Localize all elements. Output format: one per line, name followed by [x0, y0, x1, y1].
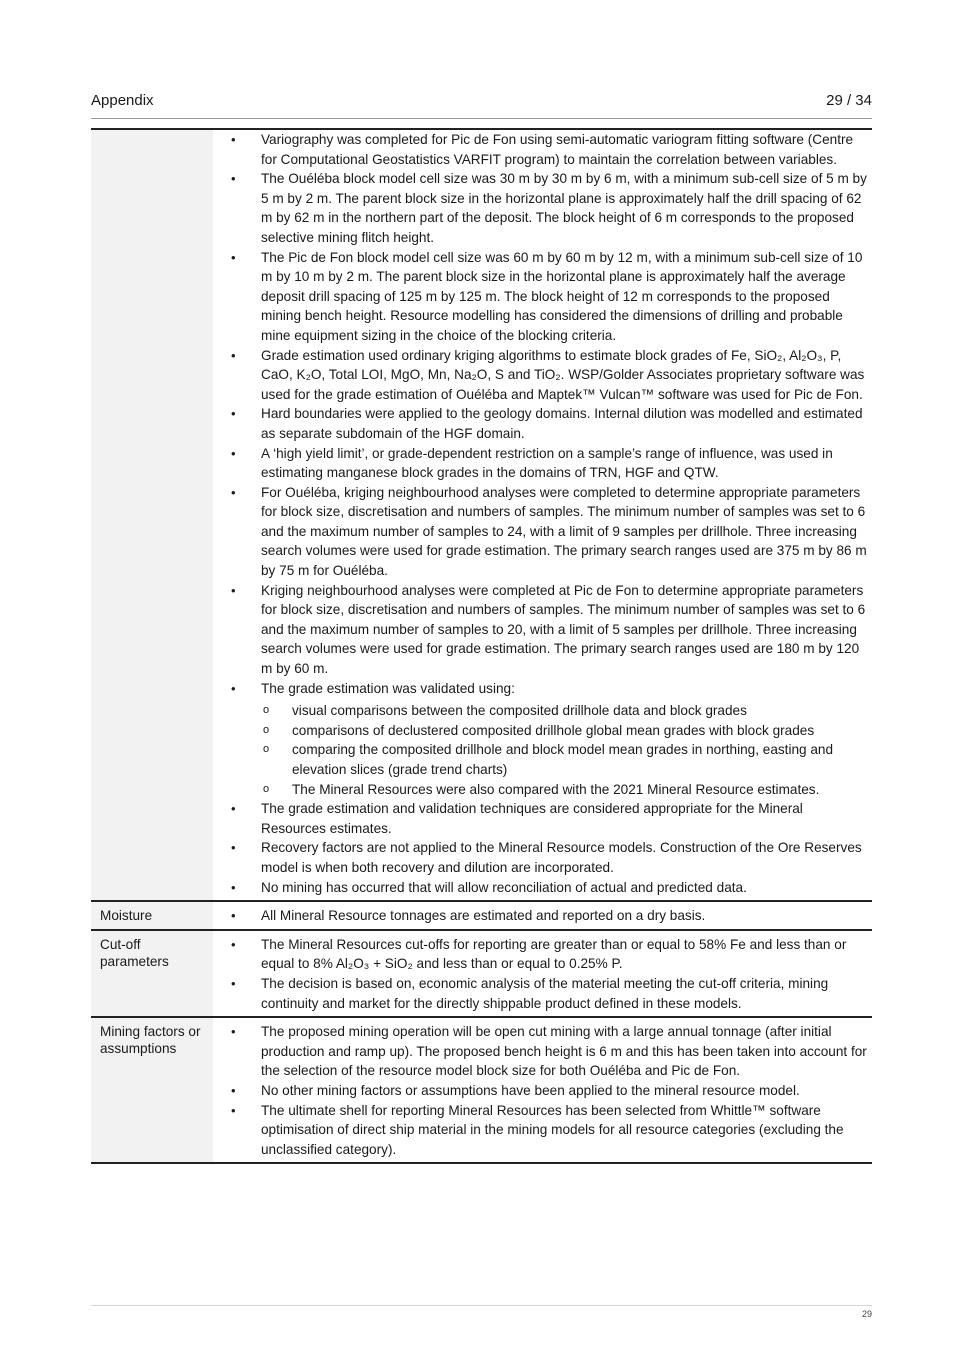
- list-item: • The Ouéléba block model cell size was 30 m by 30 m by 6 m, with a minimum sub-cell size of 5 m by 5 m by 2 m. The parent block size in the horizontal plane is approximately half the drill spacing of 62 m by 62 m in the northern part of the deposit. The block height of 6 m corresponds to the proposed selective mining flitch height.: [261, 169, 868, 247]
- list-item: • The grade estimation was validated using:: [261, 679, 868, 699]
- list-item: • All Mineral Resource tonnages are estimated and reported on a dry basis.: [261, 906, 868, 926]
- list-item: • For Ouéléba, kriging neighbourhood analyses were completed to determine appropriate parameters for block size, discretisation and numbers of samples. The minimum number of samples was set to 6 and the maximum number of samples to 24, with a limit of 9 samples per drillhole. Three increasing search volumes were used for grade estimation. The primary search ranges used are 375 m by 86 m by 75 m for Ouéléba.: [261, 483, 868, 581]
- sub-list-item: o comparing the composited drillhole and block model mean grades in northing, easting and elevation slices (grade trend charts): [292, 740, 872, 779]
- footer-page-number: 29: [861, 1309, 872, 1319]
- list-item: • Grade estimation used ordinary kriging algorithms to estimate block grades of Fe, SiO₂, Al₂O₃, P, CaO, K₂O, Total LOI, MgO, Mn, Na₂O, S and TiO₂. WSP/Golder Associates proprietary software was used for the grade estimation of Ouéléba and Maptek™ Vulcan™ software was used for Pic de Fon.: [261, 346, 868, 405]
- row-label: Cut-off parameters: [91, 930, 213, 1017]
- list-item: • The decision is based on, economic analysis of the material meeting the cut-off criteria, mining continuity and market for the directly shippable product defined in these models.: [261, 974, 868, 1013]
- sub-list-item: o The Mineral Resources were also compared with the 2021 Mineral Resource estimates.: [292, 780, 872, 800]
- table-row: [91, 1017, 872, 1163]
- criteria-table: [91, 128, 872, 1164]
- bullet-list: [213, 935, 872, 1016]
- row-label: [91, 129, 213, 901]
- list-item: • Kriging neighbourhood analyses were completed at Pic de Fon to determine appropriate parameters for block size, discretisation and numbers of samples. The minimum number of samples was set to 6 and the maximum number of samples to 20, with a limit of 5 samples per drillhole. Three increasing search volumes were used for grade estimation. The primary search ranges used are 180 m by 120 m by 60 m.: [261, 581, 868, 679]
- section-title: Appendix: [91, 92, 154, 109]
- sub-bullet-list: [213, 701, 872, 799]
- table-row: [91, 901, 872, 930]
- row-content: [213, 930, 872, 1017]
- list-item: • No other mining factors or assumptions have been applied to the mineral resource model.: [261, 1081, 868, 1101]
- row-label: Mining factors or assumptions: [91, 1017, 213, 1163]
- bullet-list: [213, 1022, 872, 1162]
- list-item: • Recovery factors are not applied to the Mineral Resource models. Construction of the Ore Reserves model is when both recovery and dilution are incorporated.: [261, 838, 868, 877]
- row-content: [213, 129, 872, 901]
- row-label: Moisture: [91, 901, 213, 930]
- bullet-list: [213, 799, 872, 900]
- footer-divider: [91, 1305, 872, 1306]
- table-row: [91, 930, 872, 1017]
- page-header: [91, 92, 872, 114]
- list-item: • The grade estimation and validation techniques are considered appropriate for the Mineral Resources estimates.: [261, 799, 868, 838]
- list-item: • A ‘high yield limit’, or grade-dependent restriction on a sample’s range of influence, was used in estimating manganese block grades in the domains of TRN, HGF and QTW.: [261, 444, 868, 483]
- page-indicator: 29 / 34: [826, 92, 872, 109]
- sub-list-item: o visual comparisons between the composited drillhole data and block grades: [292, 701, 872, 721]
- sub-list-item: o comparisons of declustered composited drillhole global mean grades with block grades: [292, 721, 872, 741]
- list-item: • The Mineral Resources cut-offs for reporting are greater than or equal to 58% Fe and less than or equal to 8% Al₂O₃ + SiO₂ and less than or equal to 0.25% P.: [261, 935, 868, 974]
- list-item: • The Pic de Fon block model cell size was 60 m by 60 m by 12 m, with a minimum sub-cell size of 10 m by 10 m by 2 m. The parent block size in the horizontal plane is approximately half the average deposit drill spacing of 125 m by 125 m. The block height of 12 m corresponds to the proposed mining bench height. Resource modelling has considered the dimensions of drilling and probable mine equipment sizing in the choice of the blocking criteria.: [261, 248, 868, 346]
- bullet-list: [213, 130, 872, 701]
- table-row: [91, 129, 872, 901]
- header-divider: [91, 118, 872, 119]
- row-content: [213, 1017, 872, 1163]
- list-item: • No mining has occurred that will allow reconciliation of actual and predicted data.: [261, 878, 868, 898]
- list-item: • The ultimate shell for reporting Mineral Resources has been selected from Whittle™ software optimisation of direct ship material in the mining models for all resource categories (excluding the unclassified category).: [261, 1101, 868, 1160]
- row-content: [213, 901, 872, 930]
- list-item: • The proposed mining operation will be open cut mining with a large annual tonnage (after initial production and ramp up). The proposed bench height is 6 m and this has been taken into account for the selection of the resource model block size for both Ouéléba and Pic de Fon.: [261, 1022, 868, 1081]
- bullet-list: [213, 906, 872, 929]
- list-item: • Variography was completed for Pic de Fon using semi-automatic variogram fitting software (Centre for Computational Geostatistics VARFIT program) to maintain the correlation between variables.: [261, 130, 868, 169]
- list-item: • Hard boundaries were applied to the geology domains. Internal dilution was modelled and estimated as separate subdomain of the HGF domain.: [261, 404, 868, 443]
